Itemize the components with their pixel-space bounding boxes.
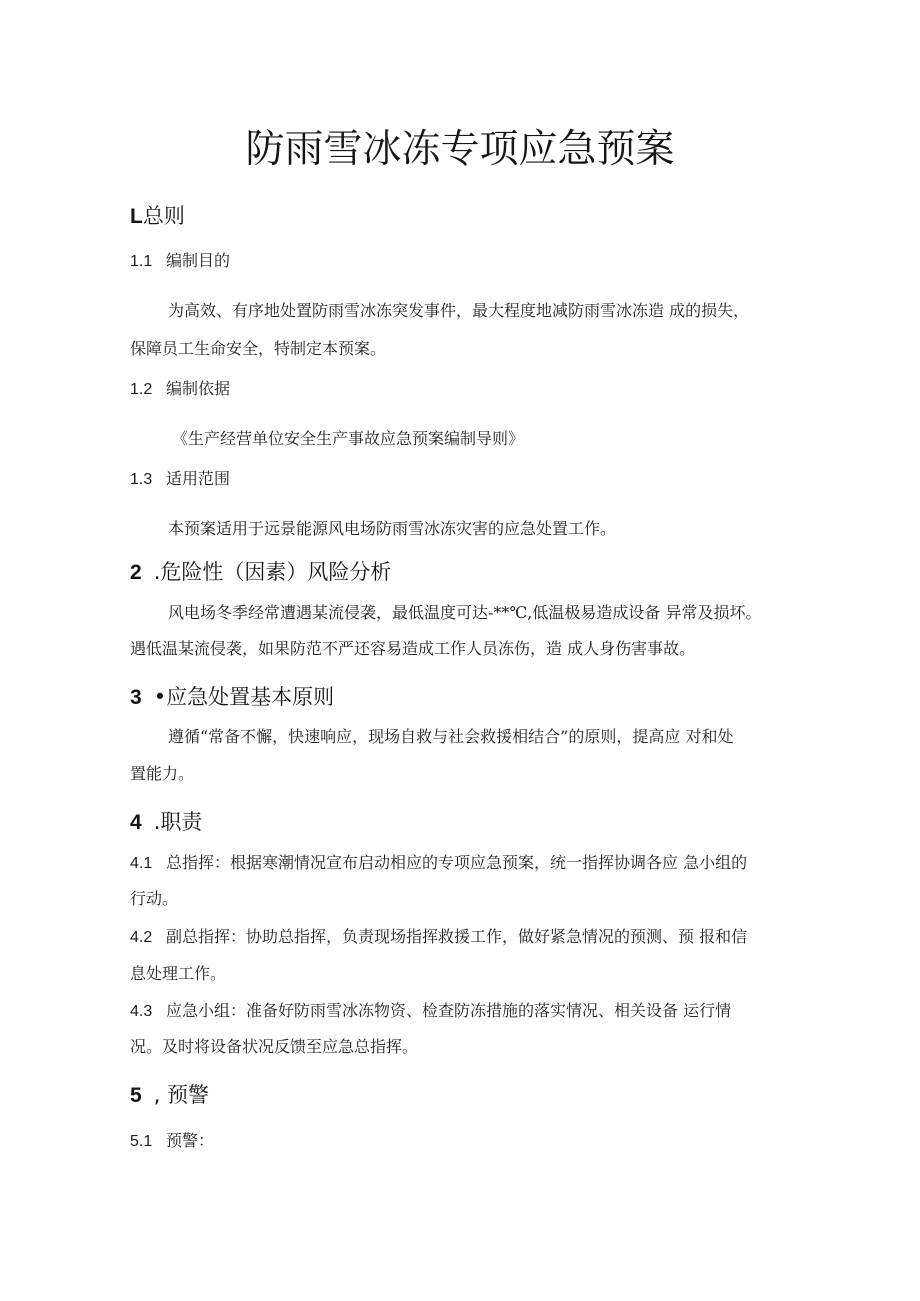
section-5-title: , 预警 xyxy=(153,1083,210,1107)
section-1-number: L xyxy=(130,205,143,228)
section-4-title: .职责 xyxy=(153,810,203,834)
section-4-1-line-2: 行动。 xyxy=(130,889,179,908)
section-1-1-heading xyxy=(130,248,230,271)
section-1-2-title: 编制依据 xyxy=(166,379,231,398)
section-1-2-para-line-1: 《生产经营单位安全生产事故应急预案编制导则》 xyxy=(172,429,525,448)
section-4-2-text: 副总指挥：协助总指挥，负责现场指挥救援工作，做好紧急情况的预测、预 报和信 xyxy=(166,927,748,946)
section-1-2-heading xyxy=(130,376,230,399)
section-4-1-text: 总指挥：根据寒潮情况宣布启动相应的专项应急预案，统一指挥协调各应 急小组的 xyxy=(166,853,748,872)
section-1-3-title: 适用范围 xyxy=(166,469,231,488)
section-5-1-heading xyxy=(130,1128,214,1151)
section-4-3-line-1 xyxy=(130,998,731,1021)
section-5-1-number: 5.1 xyxy=(130,1133,153,1150)
section-2-para-line-1: 风电场冬季经常遭遇某流侵袭，最低温度可达-**℃,低温极易造成设备 异常及损坏。 xyxy=(168,603,762,622)
section-4-3-line-2: 况。及时将设备状况反馈至应急总指挥。 xyxy=(130,1037,419,1056)
section-1-heading xyxy=(130,200,185,230)
section-1-3-heading xyxy=(130,466,230,489)
section-5-1-title: 预警： xyxy=(166,1131,215,1150)
document-title: 防雨雪冰冻专项应急预案 xyxy=(245,127,675,172)
section-5-number: 5 xyxy=(130,1084,142,1107)
section-1-3-number: 1.3 xyxy=(130,471,153,488)
section-4-2-line-1 xyxy=(130,924,747,947)
section-3-para-line-1: 遵循“常备不懈，快速响应，现场自救与社会救援相结合”的原则，提高应 对和处 xyxy=(168,727,734,746)
section-3-para-line-2: 置能力。 xyxy=(130,764,195,783)
section-4-number: 4 xyxy=(130,811,142,834)
section-3-title: •应急处置基本原则 xyxy=(153,685,335,709)
section-3-number: 3 xyxy=(130,686,142,709)
section-1-1-number: 1.1 xyxy=(130,253,153,270)
section-2-title: .危险性（因素）风险分析 xyxy=(153,560,392,584)
section-1-2-number: 1.2 xyxy=(130,381,153,398)
section-4-heading xyxy=(130,806,202,836)
section-4-2-line-2: 息处理工作。 xyxy=(130,964,227,983)
section-3-heading xyxy=(130,681,334,711)
section-1-3-para-line-1: 本预案适用于远景能源风电场防雨雪冰冻灾害的应急处置工作。 xyxy=(168,519,617,538)
section-4-2-number: 4.2 xyxy=(130,929,153,946)
section-2-heading xyxy=(130,556,391,586)
section-1-1-para-line-1: 为高效、有序地处置防雨雪冰冻突发事件，最大程度地减防雨雪冰冻造 成的损失， xyxy=(168,301,750,320)
section-1-1-title: 编制目的 xyxy=(166,251,231,270)
section-4-3-text: 应急小组：准备好防雨雪冰冻物资、检查防冻措施的落实情况、相关设备 运行情 xyxy=(166,1001,732,1020)
section-1-1-para-line-2: 保障员工生命安全，特制定本预案。 xyxy=(130,339,387,358)
section-2-para-line-2: 遇低温某流侵袭，如果防范不严还容易造成工作人员冻伤，造 成人身伤害事故。 xyxy=(130,639,696,658)
section-5-heading xyxy=(130,1079,209,1109)
section-4-1-number: 4.1 xyxy=(130,855,153,872)
section-2-number: 2 xyxy=(130,561,142,584)
section-1-title: 总则 xyxy=(142,204,185,228)
section-4-1-line-1 xyxy=(130,850,747,873)
section-4-3-number: 4.3 xyxy=(130,1003,153,1020)
